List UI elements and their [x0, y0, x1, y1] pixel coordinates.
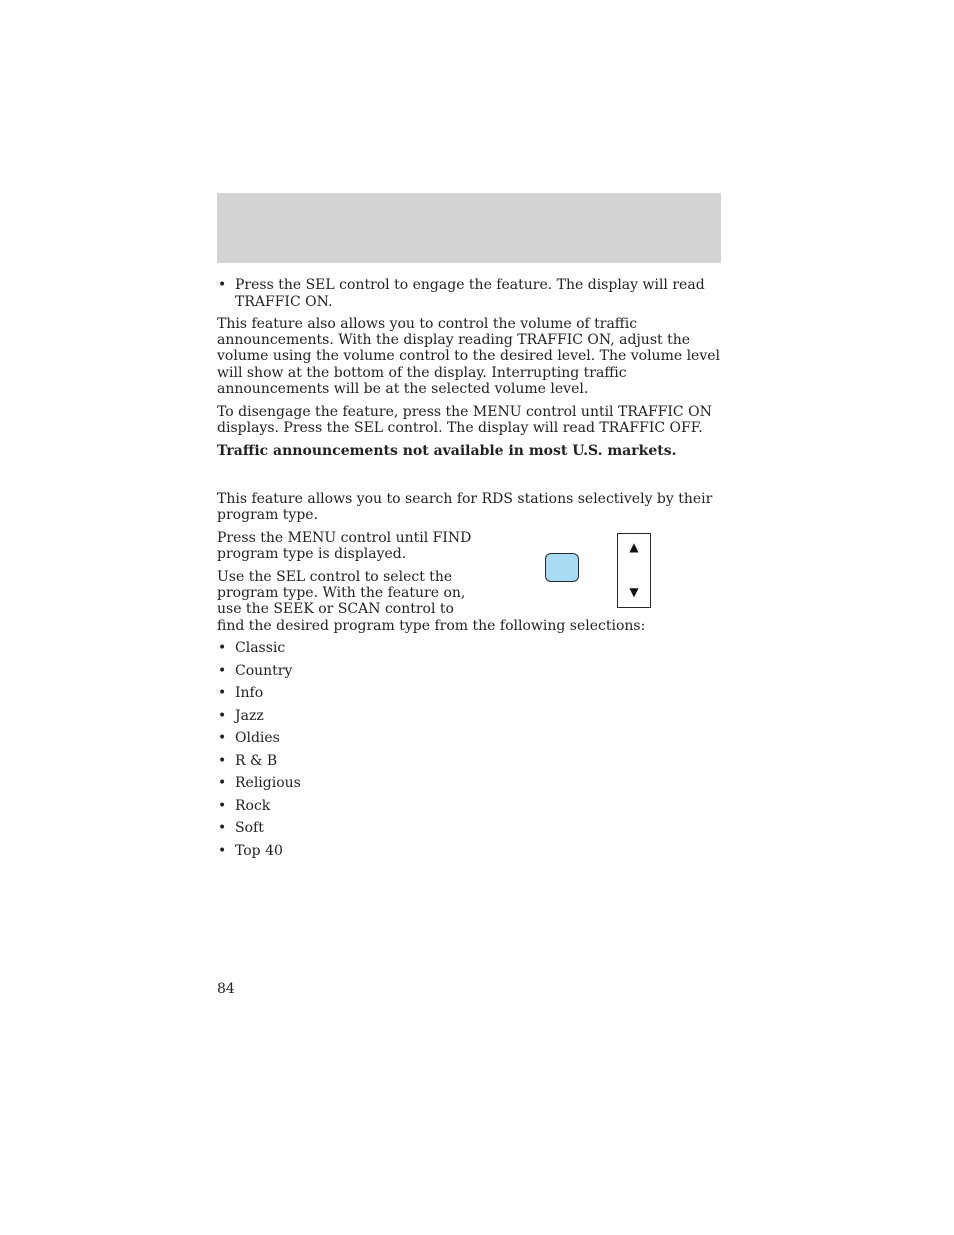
list-item: Classic: [235, 640, 286, 656]
search-paragraph-line: program type.: [217, 507, 319, 523]
volume-paragraph-line: volume using the volume control to the desired level. The volume level: [217, 348, 721, 364]
sel-paragraph-line: find the desired program type from the following selections:: [217, 618, 646, 634]
list-item: Religious: [235, 775, 301, 791]
sel-button-illustration: [545, 553, 579, 582]
bullet-marker: •: [218, 820, 227, 836]
list-item: Soft: [235, 820, 264, 836]
list-item: Country: [235, 663, 293, 679]
up-arrow-icon: ▲: [629, 540, 639, 554]
volume-paragraph-line: announcements. With the display reading TRAFFIC ON, adjust the: [217, 332, 691, 348]
volume-paragraph-line: This feature also allows you to control the volume of traffic: [217, 316, 638, 332]
bullet-marker: •: [218, 798, 227, 814]
page-number: 84: [217, 981, 235, 997]
bullet-marker: •: [218, 277, 227, 293]
menu-paragraph-line: Press the MENU control until FIND: [217, 530, 472, 546]
bullet-marker: •: [218, 708, 227, 724]
list-item: Top 40: [235, 843, 283, 859]
down-arrow-icon: ▼: [629, 585, 639, 599]
list-item: Info: [235, 685, 264, 701]
search-paragraph-line: This feature allows you to search for RDS stations selectively by their: [217, 491, 713, 507]
menu-paragraph-line: program type is displayed.: [217, 546, 407, 562]
bullet-marker: •: [218, 685, 227, 701]
bullet-marker: •: [218, 730, 227, 746]
list-item: Rock: [235, 798, 271, 814]
sel-paragraph-line: use the SEEK or SCAN control to: [217, 601, 454, 617]
bullet-marker: •: [218, 640, 227, 656]
bullet-marker: •: [218, 753, 227, 769]
traffic-availability-note: Traffic announcements not available in most U.S. markets.: [217, 443, 677, 459]
sel-paragraph-line: Use the SEL control to select the: [217, 569, 453, 585]
volume-paragraph-line: announcements will be at the selected volume level.: [217, 381, 589, 397]
sel-engage-bullet-line2: TRAFFIC ON.: [235, 294, 333, 310]
sel-engage-bullet-line1: Press the SEL control to engage the feature. The display will read: [235, 277, 705, 293]
bullet-marker: •: [218, 843, 227, 859]
list-item: Oldies: [235, 730, 280, 746]
list-item: Jazz: [235, 708, 264, 724]
disengage-paragraph-line: To disengage the feature, press the MENU control until TRAFFIC ON: [217, 404, 712, 420]
list-item: R & B: [235, 753, 278, 769]
bullet-marker: •: [218, 775, 227, 791]
disengage-paragraph-line: displays. Press the SEL control. The display will read TRAFFIC OFF.: [217, 420, 703, 436]
bullet-marker: •: [218, 663, 227, 679]
sel-paragraph-line: program type. With the feature on,: [217, 585, 466, 601]
seek-control-illustration: [617, 533, 651, 608]
volume-paragraph-line: will show at the bottom of the display. Interrupting traffic: [217, 365, 627, 381]
header-band: [217, 193, 721, 263]
